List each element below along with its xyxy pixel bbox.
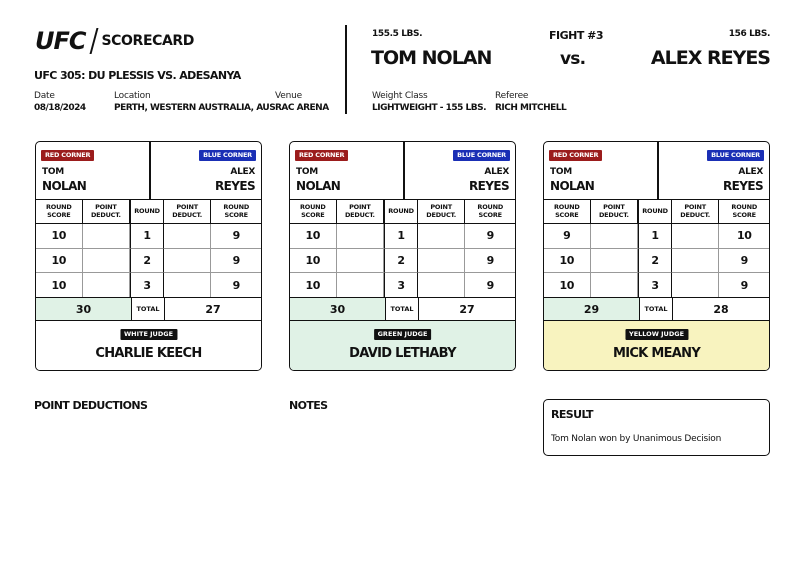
score-header-row — [290, 199, 515, 224]
logo-subtitle: SCORECARD — [101, 33, 195, 49]
red-point-deduction — [591, 249, 639, 274]
blue-first-name: ALEX — [230, 167, 255, 177]
blue-round-score: 9 — [719, 249, 769, 274]
blue-point-deduction — [672, 249, 720, 274]
blue-corner-badge: BLUE CORNER — [453, 150, 510, 161]
blue-round-score: 9 — [211, 249, 261, 274]
judge-scorecard-1 — [35, 141, 262, 371]
red-point-deduction — [591, 224, 639, 249]
red-point-deduction — [83, 273, 131, 298]
round-number: 3 — [638, 273, 672, 298]
blue-first-name: ALEX — [738, 167, 763, 177]
referee-label: Referee — [495, 91, 529, 101]
point-deductions-title: POINT DEDUCTIONS — [34, 399, 148, 412]
blue-total: 27 — [459, 302, 475, 316]
total-label: TOTAL — [385, 298, 419, 320]
blue-round-score: 9 — [465, 224, 515, 249]
score-row — [36, 273, 261, 298]
referee-value: RICH MITCHELL — [495, 103, 567, 113]
ufc-scorecard-logo — [35, 27, 194, 55]
red-point-deduction — [83, 224, 131, 249]
vs-text: vs. — [560, 49, 586, 69]
round-number: 1 — [638, 224, 672, 249]
red-round-score: 10 — [36, 273, 83, 298]
red-point-deduction — [83, 249, 131, 274]
date-value: 08/18/2024 — [34, 103, 86, 113]
weight-class-value: LIGHTWEIGHT - 155 LBS. — [372, 103, 487, 113]
judge-badge: YELLOW JUDGE — [625, 329, 688, 340]
score-row — [290, 249, 515, 274]
header-round-score-red: ROUND SCORE — [290, 199, 337, 224]
blue-point-deduction — [164, 249, 212, 274]
corners-header — [36, 142, 261, 200]
fight-number: FIGHT #3 — [549, 29, 604, 42]
date-label: Date — [34, 91, 55, 101]
blue-point-deduction — [672, 273, 720, 298]
header-round: ROUND — [130, 199, 164, 224]
header-round-score-red: ROUND SCORE — [36, 199, 83, 224]
red-corner-badge: RED CORNER — [41, 150, 94, 161]
red-total: 29 — [544, 298, 639, 320]
blue-round-score: 9 — [465, 249, 515, 274]
blue-corner-badge: BLUE CORNER — [199, 150, 256, 161]
blue-point-deduction — [418, 249, 466, 274]
blue-total: 27 — [205, 302, 221, 316]
header-point-deduct-red: POINT DEDUCT. — [337, 199, 385, 224]
event-title: UFC 305: DU PLESSIS VS. ADESANYA — [34, 69, 241, 82]
red-total: 30 — [290, 298, 385, 320]
blue-round-score: 9 — [232, 278, 240, 292]
red-fighter-weight: 155.5 LBS. — [372, 29, 423, 39]
score-header-row — [36, 199, 261, 224]
judge-scorecard-2 — [289, 141, 516, 371]
round-number: 2 — [130, 249, 164, 274]
red-round-score: 10 — [36, 249, 83, 274]
blue-last-name: REYES — [723, 179, 763, 193]
red-round-score: 10 — [36, 224, 83, 249]
blue-point-deduction — [672, 224, 720, 249]
red-total: 30 — [36, 298, 131, 320]
blue-first-name: ALEX — [484, 167, 509, 177]
red-point-deduction — [337, 249, 385, 274]
header-point-deduct-blue: POINT DEDUCT. — [672, 199, 720, 224]
corners-header — [290, 142, 515, 200]
header-point-deduct-blue: POINT DEDUCT. — [164, 199, 212, 224]
round-number: 1 — [384, 224, 418, 249]
header-round-score-blue: ROUND SCORE — [465, 199, 515, 224]
logo-divider — [89, 28, 98, 54]
judge-badge: WHITE JUDGE — [120, 329, 177, 340]
red-point-deduction — [591, 273, 639, 298]
judge-section — [290, 321, 515, 371]
header-divider — [345, 25, 347, 114]
score-row — [36, 224, 261, 249]
red-last-name: NOLAN — [550, 179, 595, 193]
blue-point-deduction — [164, 273, 212, 298]
totals-row — [544, 297, 769, 321]
total-label: TOTAL — [639, 298, 673, 320]
result-text: Tom Nolan won by Unanimous Decision — [551, 434, 722, 444]
blue-total: 28 — [713, 302, 729, 316]
header-point-deduct-red: POINT DEDUCT. — [591, 199, 639, 224]
round-number: 2 — [638, 249, 672, 274]
round-number: 2 — [384, 249, 418, 274]
red-first-name: TOM — [296, 167, 318, 177]
header-round-score-red: ROUND SCORE — [544, 199, 591, 224]
red-fighter-name: TOM NOLAN — [371, 47, 492, 69]
red-first-name: TOM — [42, 167, 64, 177]
red-round-score: 10 — [290, 249, 337, 274]
blue-fighter-name: ALEX REYES — [650, 47, 770, 69]
header-round-score-blue: ROUND SCORE — [719, 199, 769, 224]
header-round: ROUND — [384, 199, 418, 224]
red-last-name: NOLAN — [296, 179, 341, 193]
totals-row — [36, 297, 261, 321]
score-row — [290, 273, 515, 298]
red-round-score: 10 — [544, 249, 591, 274]
judge-name: CHARLIE KEECH — [95, 346, 202, 361]
blue-last-name: REYES — [215, 179, 255, 193]
corner-divider — [403, 142, 405, 199]
judge-section — [544, 321, 769, 371]
score-row — [36, 249, 261, 274]
blue-round-score: 9 — [740, 278, 748, 292]
red-point-deduction — [337, 273, 385, 298]
header-round-score-blue: ROUND SCORE — [211, 199, 261, 224]
notes-title: NOTES — [289, 399, 328, 412]
score-row — [544, 224, 769, 249]
judge-name: DAVID LETHABY — [349, 346, 456, 361]
blue-corner-badge: BLUE CORNER — [707, 150, 764, 161]
corners-header — [544, 142, 769, 200]
round-number: 3 — [130, 273, 164, 298]
corner-divider — [657, 142, 659, 199]
header-round: ROUND — [638, 199, 672, 224]
judge-section — [36, 321, 261, 371]
ufc-logo-text: UFC — [35, 27, 86, 55]
totals-row — [290, 297, 515, 321]
red-last-name: NOLAN — [42, 179, 87, 193]
score-row — [544, 249, 769, 274]
red-point-deduction — [337, 224, 385, 249]
blue-round-score: 10 — [719, 224, 769, 249]
score-row — [290, 224, 515, 249]
blue-point-deduction — [418, 224, 466, 249]
blue-last-name: REYES — [469, 179, 509, 193]
red-round-score: 9 — [544, 224, 591, 249]
judge-name: MICK MEANY — [612, 346, 701, 361]
header-point-deduct-blue: POINT DEDUCT. — [418, 199, 466, 224]
red-corner-badge: RED CORNER — [295, 150, 348, 161]
result-title: RESULT — [551, 408, 593, 421]
weight-class-label: Weight Class — [372, 91, 428, 101]
red-first-name: TOM — [550, 167, 572, 177]
venue-label: Venue — [275, 91, 302, 101]
round-number: 3 — [384, 273, 418, 298]
result-box — [543, 399, 770, 456]
blue-round-score: 9 — [211, 224, 261, 249]
corner-divider — [149, 142, 151, 199]
total-label: TOTAL — [131, 298, 165, 320]
blue-fighter-weight: 156 LBS. — [728, 29, 770, 39]
red-round-score: 10 — [290, 273, 337, 298]
judge-scorecard-3 — [543, 141, 770, 371]
judge-badge: GREEN JUDGE — [374, 329, 432, 340]
round-number: 1 — [130, 224, 164, 249]
venue-value: RAC ARENA — [275, 103, 329, 113]
header-point-deduct-red: POINT DEDUCT. — [83, 199, 131, 224]
score-row — [544, 273, 769, 298]
red-round-score: 10 — [290, 224, 337, 249]
location-label: Location — [114, 91, 151, 101]
score-header-row — [544, 199, 769, 224]
red-corner-badge: RED CORNER — [549, 150, 602, 161]
blue-point-deduction — [164, 224, 212, 249]
red-round-score: 10 — [544, 273, 591, 298]
location-value: PERTH, WESTERN AUSTRALIA, AUS — [114, 103, 276, 113]
blue-round-score: 9 — [486, 278, 494, 292]
blue-point-deduction — [418, 273, 466, 298]
